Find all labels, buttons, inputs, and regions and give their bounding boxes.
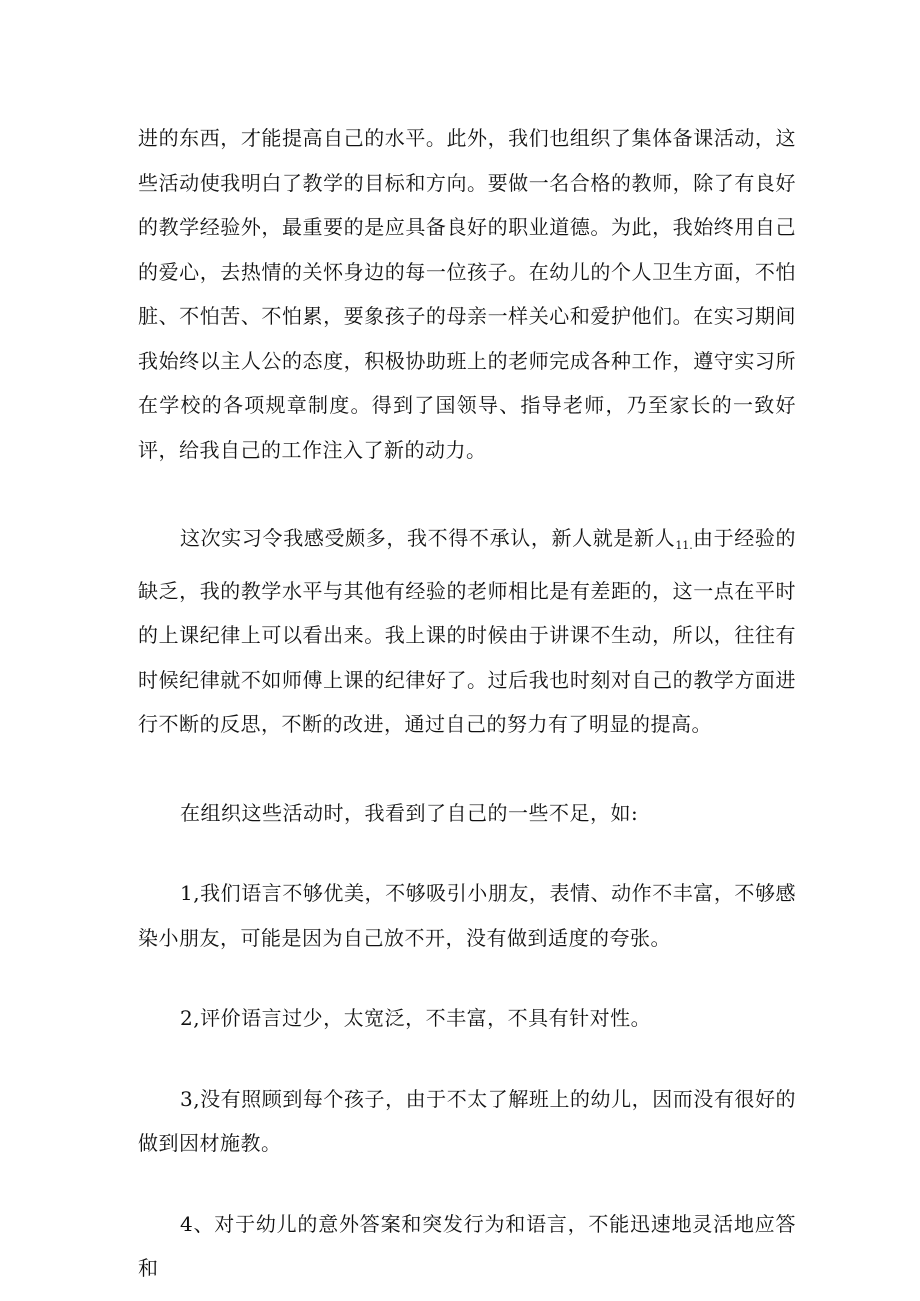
document-body [138, 116, 796, 1291]
list-item-4: 4、对于幼儿的意外答案和突发行为和语言，不能迅速地灵活地应答和 [138, 1211, 796, 1280]
paragraph-reflection [138, 516, 796, 747]
paragraph-reflection-part1: 这次实习令我感受颇多，我不得不承认，新人就是新人 [180, 526, 676, 550]
footnote-marker: 11. [675, 539, 693, 552]
paragraph-shortcomings-intro: 在组织这些活动时，我看到了自己的一些不足，如: [180, 800, 639, 825]
list-item-3: 3,没有照顾到每个孩子，由于不太了解班上的幼儿，因而没有很好的做到因材施教。 [138, 1086, 796, 1155]
paragraph-continuation: 进的东西，才能提高自己的水平。此外，我们也组织了集体备课活动，这些活动使我明白了教学的目标和方向。要做一名合格的教师，除了有良好的教学经验外，最重要的是应具备良好的职业道德。为此，我始终用自己的爱心，去热情的关怀身边的每一位孩子。在幼儿的个人卫生方面，不怕脏、不怕苦、不怕累，要象孩子的母亲一样关心和爱护他们。在实习期间我始终以主人公的态度，积极协助班上的老师完成各种工作，遵守实习所在学校的各项规章制度。得到了国领导、指导老师，乃至家长的一致好评，给我自己的工作注入了新的动力。 [138, 126, 796, 462]
list-item-1: 1,我们语言不够优美，不够吸引小朋友，表情、动作不丰富，不够感染小朋友，可能是因为自己放不开，没有做到适度的夸张。 [138, 881, 796, 950]
list-item-2: 2,评价语言过少，太宽泛，不丰富，不具有针对性。 [180, 1006, 652, 1030]
paragraph-reflection-part2: 由于经验的缺乏，我的教学水平与其他有经验的老师相比是有差距的，这一点在平时的上课纪律上可以看出来。我上课的时候由于讲课不生动，所以，往往有时候纪律就不如师傅上课的纪律好了。过后我也时刻对自己的教学方面进行不断的反思，不断的改进，通过自己的努力有了明显的提高。 [138, 526, 797, 736]
